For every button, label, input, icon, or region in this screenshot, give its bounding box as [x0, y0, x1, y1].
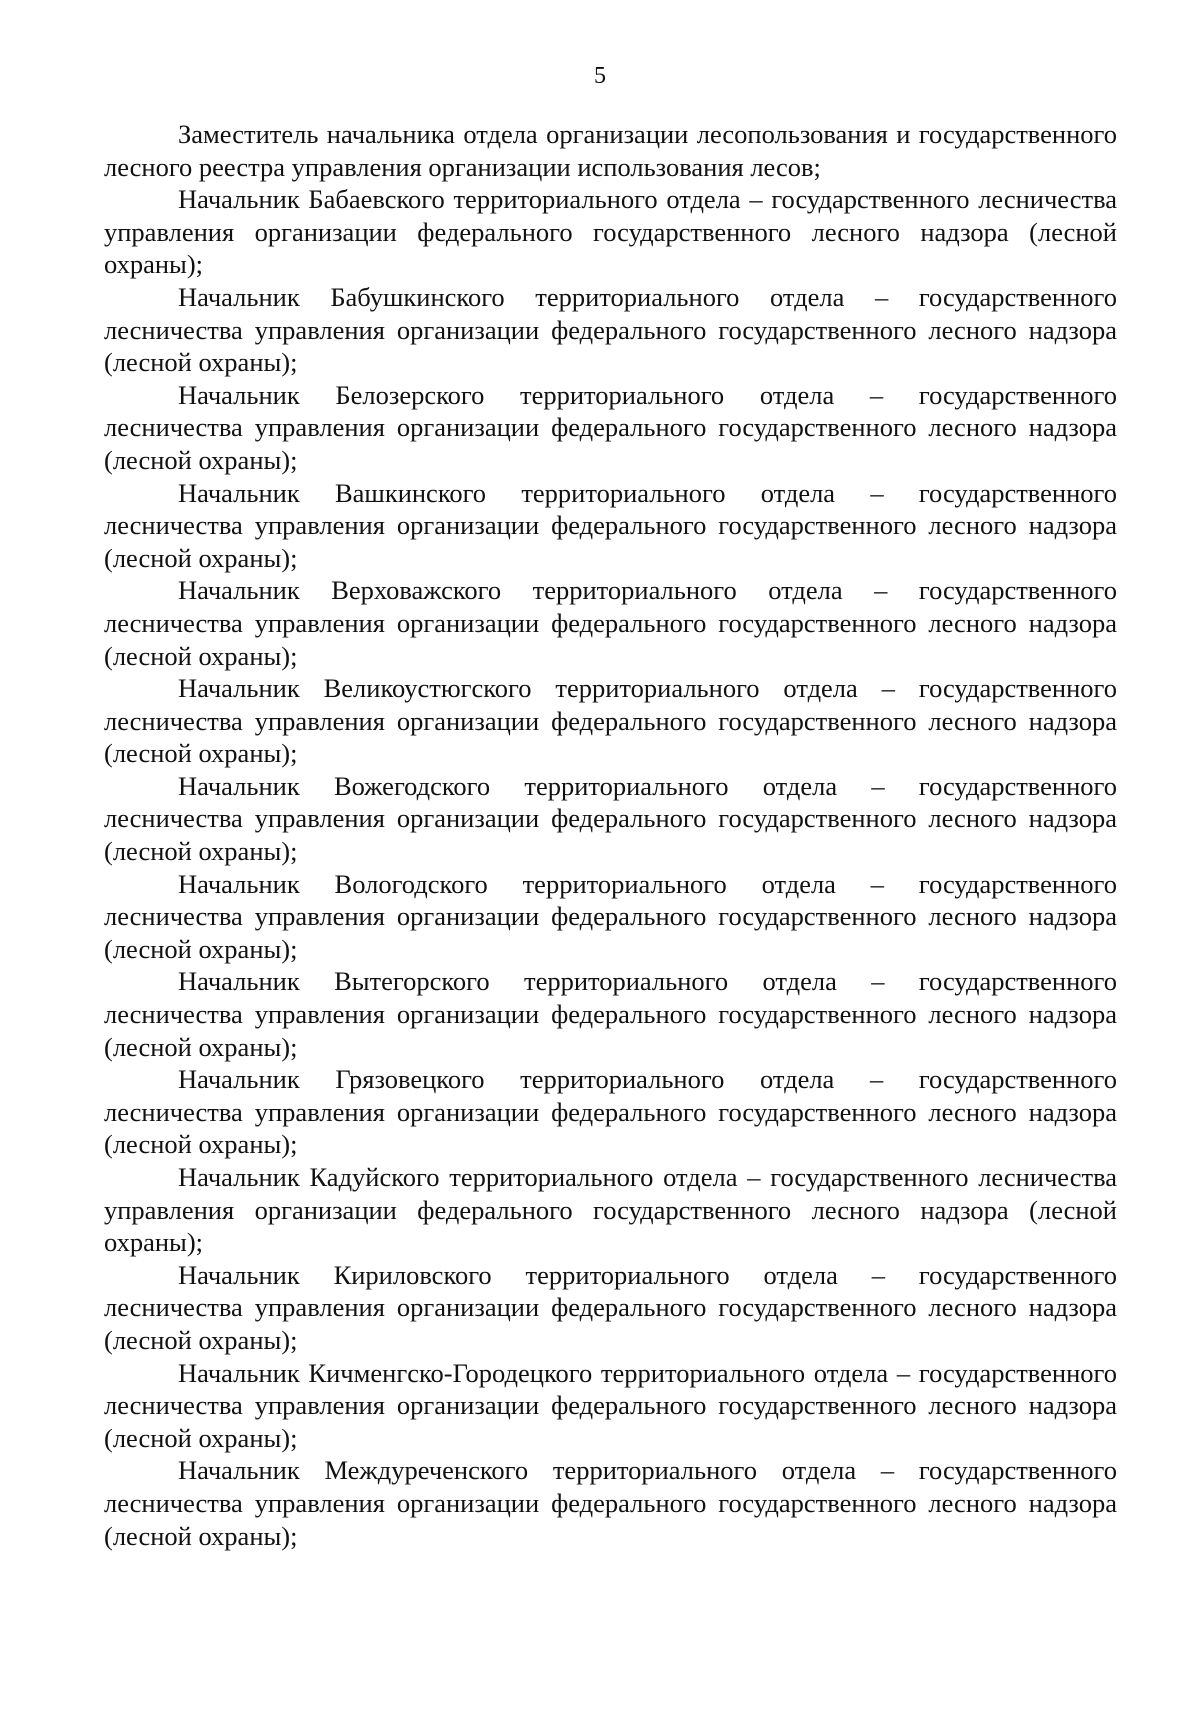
paragraph-mezhdurechensky: Начальник Междуреченского территориального отдела – государственного лесничества управления организации федерального государственного лесного надзора (лесной охраны); — [104, 1455, 1117, 1551]
paragraph-gryazovetsky: Начальник Грязовецкого территориального отдела – государственного лесничества управления организации федерального государственного лесного надзора (лесной охраны); — [104, 1064, 1117, 1160]
paragraph-babaevsky: Начальник Бабаевского территориального отдела – государственного лесничества управления организации федерального государственного лесного надзора (лесной охраны); — [104, 184, 1117, 280]
paragraph-verkhovazhsky: Начальник Верховажского территориального отдела – государственного лесничества управления организации федерального государственного лесного надзора (лесной охраны); — [104, 575, 1117, 671]
paragraph-vashkinsky: Начальник Вашкинского территориального отдела – государственного лесничества управления организации федерального государственного лесного надзора (лесной охраны); — [104, 477, 1117, 573]
paragraph-velikoustyugsky: Начальник Великоустюгского территориального отдела – государственного лесничества управления организации федерального государственного лесного надзора (лесной охраны); — [104, 673, 1117, 769]
paragraph-kaduysky: Начальник Кадуйского территориального отдела – государственного лесничества управления организации федерального государственного лесного надзора (лесной охраны); — [104, 1162, 1117, 1258]
paragraph-vozhegodsky: Начальник Вожегодского территориального отдела – государственного лесничества управления организации федерального государственного лесного надзора (лесной охраны); — [104, 770, 1117, 867]
paragraph-kichmengsko-gorodetsky: Начальник Кичменгско-Городецкого территориального отдела – государственного лесничества управления организации федерального государственного лесного надзора (лесной охраны); — [104, 1357, 1117, 1453]
document-body — [104, 118, 1117, 1552]
paragraph-babushkinsky: Начальник Бабушкинского территориального отдела – государственного лесничества управления организации федерального государственного лесного надзора (лесной охраны); — [104, 281, 1117, 378]
paragraph-kirilovsky: Начальник Кириловского территориального отдела – государственного лесничества управления организации федерального государственного лесного надзора (лесной охраны); — [104, 1259, 1117, 1355]
paragraph-vologodsky: Начальник Вологодского территориального отдела – государственного лесничества управления организации федерального государственного лесного надзора (лесной охраны); — [104, 868, 1117, 964]
paragraph-belozersky: Начальник Белозерского территориального отдела – государственного лесничества управления организации федерального государственного лесного надзора (лесной охраны); — [104, 379, 1117, 475]
page-number: 5 — [594, 63, 606, 89]
paragraph-deputy-head: Заместитель начальника отдела организации лесопользования и государственного лесного реестра управления организации использования лесов; — [104, 119, 1117, 182]
paragraph-vytegorsky: Начальник Вытегорского территориального отдела – государственного лесничества управления организации федерального государственного лесного надзора (лесной охраны); — [104, 966, 1117, 1062]
